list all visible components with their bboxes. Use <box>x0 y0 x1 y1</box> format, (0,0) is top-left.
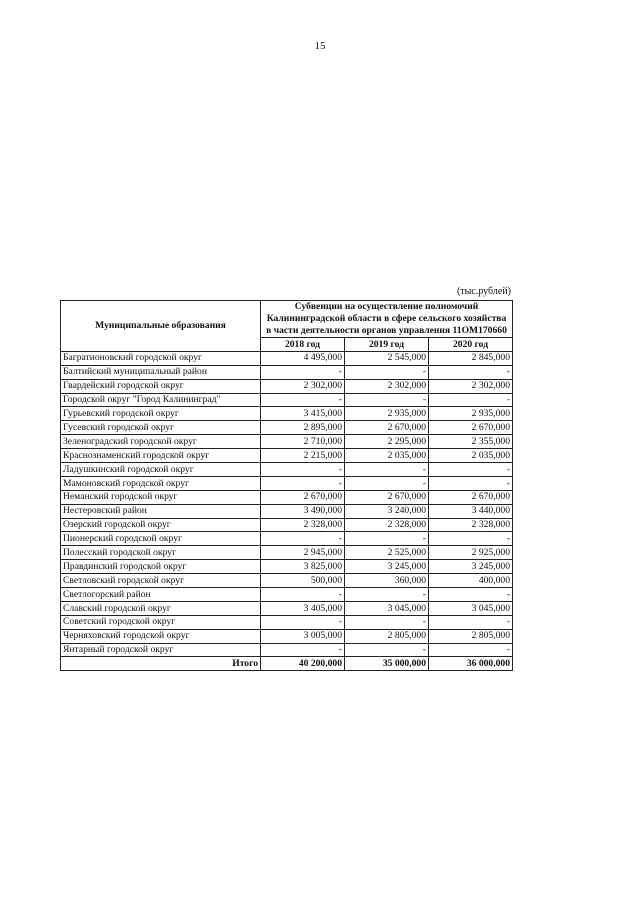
value-cell-2019: 2 935,000 <box>345 407 429 421</box>
value-cell-2019: 360,000 <box>345 574 429 588</box>
municipality-name: Неманский городской округ <box>61 490 261 504</box>
value-cell-2018: - <box>261 462 345 476</box>
total-value-2018: 40 200,000 <box>261 657 345 671</box>
value-cell-2019: - <box>345 643 429 657</box>
table-row <box>61 462 513 476</box>
table-row <box>61 601 513 615</box>
value-cell-2019: - <box>345 615 429 629</box>
table-body <box>61 351 513 657</box>
municipality-name: Гурьевский городской округ <box>61 407 261 421</box>
value-cell-2018: - <box>261 615 345 629</box>
value-cell-2018: 3 825,000 <box>261 560 345 574</box>
value-cell-2020: - <box>429 643 513 657</box>
value-cell-2020: 2 935,000 <box>429 407 513 421</box>
municipality-name: Нестеровский район <box>61 504 261 518</box>
table-row <box>61 587 513 601</box>
municipality-name: Янтарный городской округ <box>61 643 261 657</box>
value-cell-2020: 400,000 <box>429 574 513 588</box>
value-cell-2020: - <box>429 365 513 379</box>
value-cell-2019: 2 302,000 <box>345 379 429 393</box>
value-cell-2018: 3 005,000 <box>261 629 345 643</box>
value-cell-2020: 2 035,000 <box>429 449 513 463</box>
municipality-name: Светловский городской округ <box>61 574 261 588</box>
value-cell-2018: - <box>261 393 345 407</box>
table-row <box>61 532 513 546</box>
table-row <box>61 435 513 449</box>
table-row <box>61 518 513 532</box>
column-header-subvention: Субвенции на осуществление полномочий Калининградской области в сфере сельского хозяйства в части деятельности органов управления 11ОМ170660 <box>261 301 513 338</box>
value-cell-2019: - <box>345 365 429 379</box>
value-cell-2018: - <box>261 587 345 601</box>
value-cell-2019: 2 670,000 <box>345 421 429 435</box>
value-cell-2018: - <box>261 532 345 546</box>
value-cell-2020: - <box>429 476 513 490</box>
municipality-name: Пионерский городской округ <box>61 532 261 546</box>
year-header-2020: 2020 год <box>429 337 513 351</box>
value-cell-2019: - <box>345 532 429 546</box>
municipality-name: Ладушкинский городской округ <box>61 462 261 476</box>
subvention-table <box>60 300 513 671</box>
municipality-name: Мамоновский городской округ <box>61 476 261 490</box>
value-cell-2019: 2 805,000 <box>345 629 429 643</box>
table-row <box>61 629 513 643</box>
value-cell-2020: 3 440,000 <box>429 504 513 518</box>
column-header-municipality: Муниципальные образования <box>61 301 261 352</box>
municipality-name: Краснознаменский городской округ <box>61 449 261 463</box>
value-cell-2020: 3 045,000 <box>429 601 513 615</box>
value-cell-2019: 2 295,000 <box>345 435 429 449</box>
value-cell-2018: 2 945,000 <box>261 546 345 560</box>
value-cell-2018: - <box>261 643 345 657</box>
table-row <box>61 560 513 574</box>
value-cell-2020: 2 670,000 <box>429 421 513 435</box>
value-cell-2020: - <box>429 615 513 629</box>
value-cell-2018: 4 495,000 <box>261 351 345 365</box>
value-cell-2019: 3 240,000 <box>345 504 429 518</box>
value-cell-2020: 2 328,000 <box>429 518 513 532</box>
value-cell-2018: 500,000 <box>261 574 345 588</box>
table-row <box>61 490 513 504</box>
value-cell-2019: 2 035,000 <box>345 449 429 463</box>
value-cell-2020: 2 925,000 <box>429 546 513 560</box>
value-cell-2020: - <box>429 532 513 546</box>
table-row <box>61 379 513 393</box>
total-value-2019: 35 000,000 <box>345 657 429 671</box>
municipality-name: Гусевский городской округ <box>61 421 261 435</box>
municipality-name: Городской округ "Город Калининград" <box>61 393 261 407</box>
municipality-name: Гвардейский городской округ <box>61 379 261 393</box>
value-cell-2018: 3 405,000 <box>261 601 345 615</box>
value-cell-2020: 2 302,000 <box>429 379 513 393</box>
value-cell-2019: - <box>345 476 429 490</box>
value-cell-2018: 2 670,000 <box>261 490 345 504</box>
municipality-name: Светлогорский район <box>61 587 261 601</box>
value-cell-2019: 2 670,000 <box>345 490 429 504</box>
value-cell-2020: - <box>429 587 513 601</box>
table-row <box>61 421 513 435</box>
table-row <box>61 504 513 518</box>
total-row <box>61 657 513 671</box>
value-cell-2019: 3 045,000 <box>345 601 429 615</box>
value-cell-2018: 2 328,000 <box>261 518 345 532</box>
total-label: Итого <box>61 657 261 671</box>
municipality-name: Полесский городской округ <box>61 546 261 560</box>
municipality-name: Багратионовский городской округ <box>61 351 261 365</box>
year-header-2018: 2018 год <box>261 337 345 351</box>
table-row <box>61 546 513 560</box>
value-cell-2020: 3 245,000 <box>429 560 513 574</box>
municipality-name: Балтийский муниципальный район <box>61 365 261 379</box>
value-cell-2018: 2 215,000 <box>261 449 345 463</box>
table-row <box>61 615 513 629</box>
value-cell-2019: 2 545,000 <box>345 351 429 365</box>
value-cell-2020: 2 845,000 <box>429 351 513 365</box>
value-cell-2019: - <box>345 462 429 476</box>
total-value-2020: 36 000,000 <box>429 657 513 671</box>
value-cell-2019: 3 245,000 <box>345 560 429 574</box>
value-cell-2020: - <box>429 393 513 407</box>
value-cell-2018: 3 415,000 <box>261 407 345 421</box>
page-number: 15 <box>314 40 326 52</box>
municipality-name: Правдинский городской округ <box>61 560 261 574</box>
units-label: (тыс.рублей) <box>456 286 511 297</box>
table-row <box>61 393 513 407</box>
municipality-name: Черняховский городской округ <box>61 629 261 643</box>
table-row <box>61 351 513 365</box>
value-cell-2019: 2 525,000 <box>345 546 429 560</box>
municipality-name: Славский городской округ <box>61 601 261 615</box>
value-cell-2018: - <box>261 476 345 490</box>
value-cell-2019: - <box>345 393 429 407</box>
municipality-name: Советский городской округ <box>61 615 261 629</box>
value-cell-2018: 2 895,000 <box>261 421 345 435</box>
year-header-2019: 2019 год <box>345 337 429 351</box>
value-cell-2020: 2 805,000 <box>429 629 513 643</box>
value-cell-2020: - <box>429 462 513 476</box>
value-cell-2019: - <box>345 587 429 601</box>
table-row <box>61 407 513 421</box>
value-cell-2018: 2 710,000 <box>261 435 345 449</box>
table-row <box>61 365 513 379</box>
value-cell-2018: 2 302,000 <box>261 379 345 393</box>
value-cell-2019: 2 328,000 <box>345 518 429 532</box>
municipality-name: Озерский городской округ <box>61 518 261 532</box>
value-cell-2018: 3 490,000 <box>261 504 345 518</box>
table-row <box>61 449 513 463</box>
table-row <box>61 574 513 588</box>
municipality-name: Зеленоградский городской округ <box>61 435 261 449</box>
value-cell-2020: 2 355,000 <box>429 435 513 449</box>
value-cell-2018: - <box>261 365 345 379</box>
table-row <box>61 643 513 657</box>
value-cell-2020: 2 670,000 <box>429 490 513 504</box>
table-row <box>61 476 513 490</box>
